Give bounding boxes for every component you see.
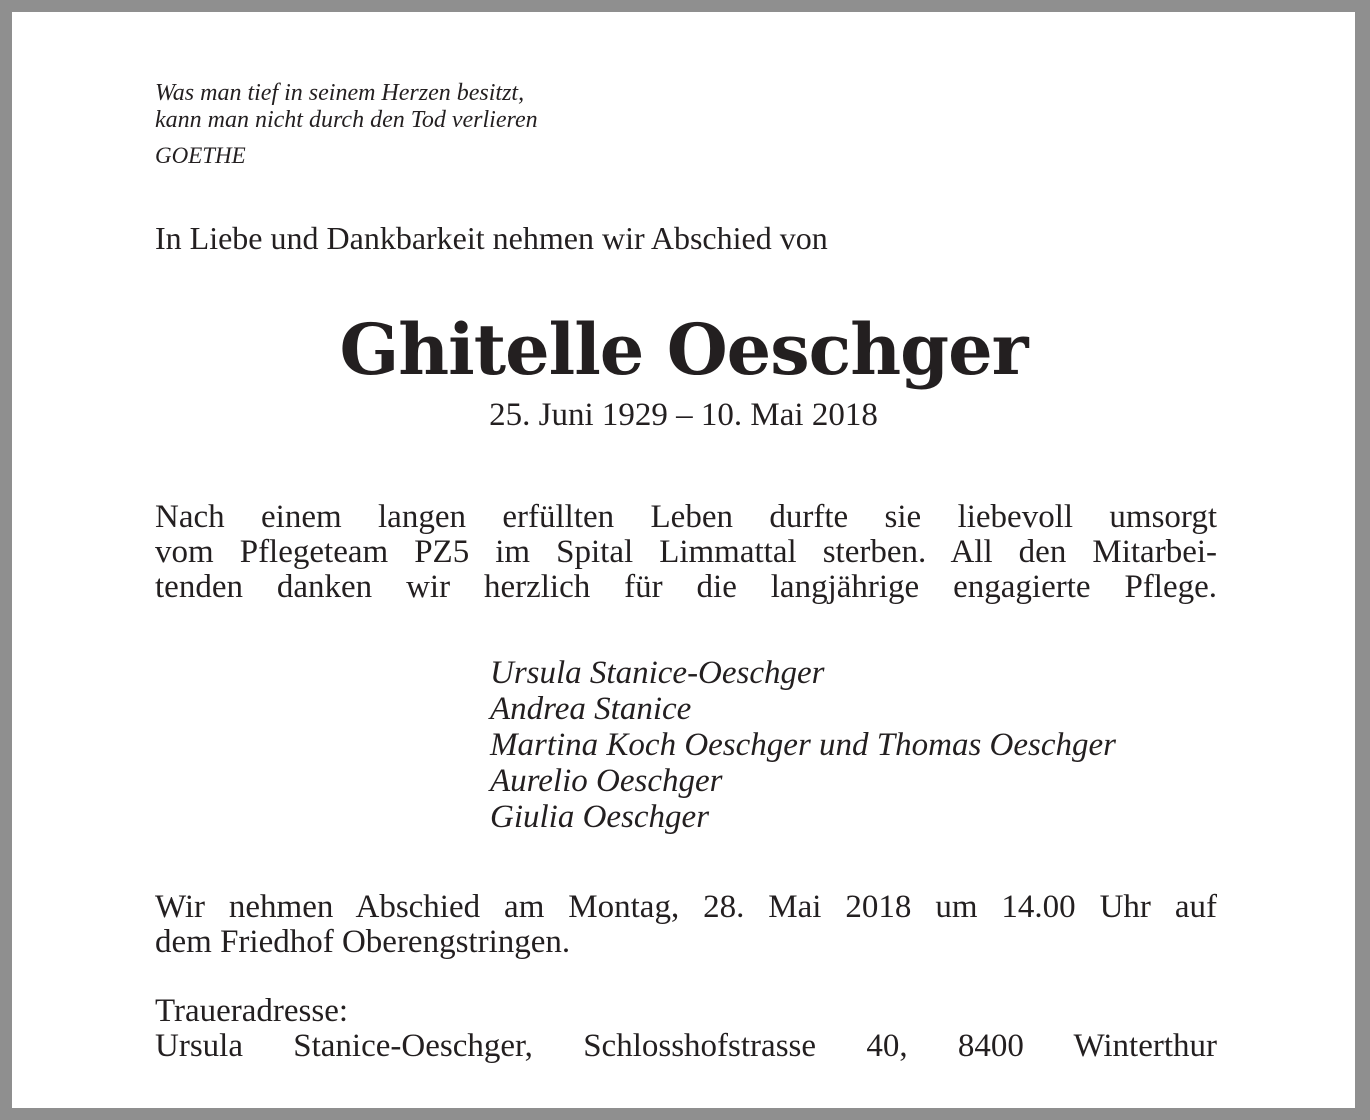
obituary-page bbox=[12, 12, 1355, 1108]
message-line: vom Pflegeteam PZ5 im Spital Limmattal sterben. All den Mitarbei- bbox=[155, 534, 1217, 570]
mourners-list bbox=[490, 655, 1116, 835]
mourner-name: Andrea Stanice bbox=[490, 691, 692, 727]
intro-text: In Liebe und Dankbarkeit nehmen wir Abschied von bbox=[155, 220, 828, 256]
quote-line-2: kann man nicht durch den Tod verlieren bbox=[155, 107, 538, 133]
message-line: tenden danken wir herzlich für die langjährige engagierte Pflege. bbox=[155, 569, 1217, 605]
quote-author: GOETHE bbox=[155, 143, 246, 168]
message-line: Nach einem langen erfüllten Leben durfte sie liebevoll umsorgt bbox=[155, 499, 1217, 535]
quote-line-1: Was man tief in seinem Herzen besitzt, bbox=[155, 80, 525, 106]
mourner-name: Ursula Stanice-Oeschger bbox=[490, 655, 825, 691]
ceremony-info bbox=[155, 890, 1217, 960]
address-label: Traueradresse: bbox=[155, 993, 349, 1029]
mourning-address bbox=[155, 994, 1217, 1064]
life-dates: 25. Juni 1929 – 10. Mai 2018 bbox=[489, 397, 878, 433]
address-value: Ursula Stanice-Oeschger, Schlosshofstrasse 40, 8400 Winterthur bbox=[155, 1028, 1217, 1064]
message-paragraph bbox=[155, 500, 1217, 605]
deceased-name: Ghitelle Oeschger bbox=[339, 308, 1028, 391]
mourner-name: Giulia Oeschger bbox=[490, 799, 710, 835]
ceremony-line-1: Wir nehmen Abschied am Montag, 28. Mai 2018 um 14.00 Uhr auf bbox=[155, 889, 1217, 925]
ceremony-line-2: dem Friedhof Oberengstringen. bbox=[155, 924, 571, 960]
mourner-name: Martina Koch Oeschger und Thomas Oeschger bbox=[490, 727, 1117, 763]
quote bbox=[155, 80, 538, 134]
mourner-name: Aurelio Oeschger bbox=[490, 763, 723, 799]
